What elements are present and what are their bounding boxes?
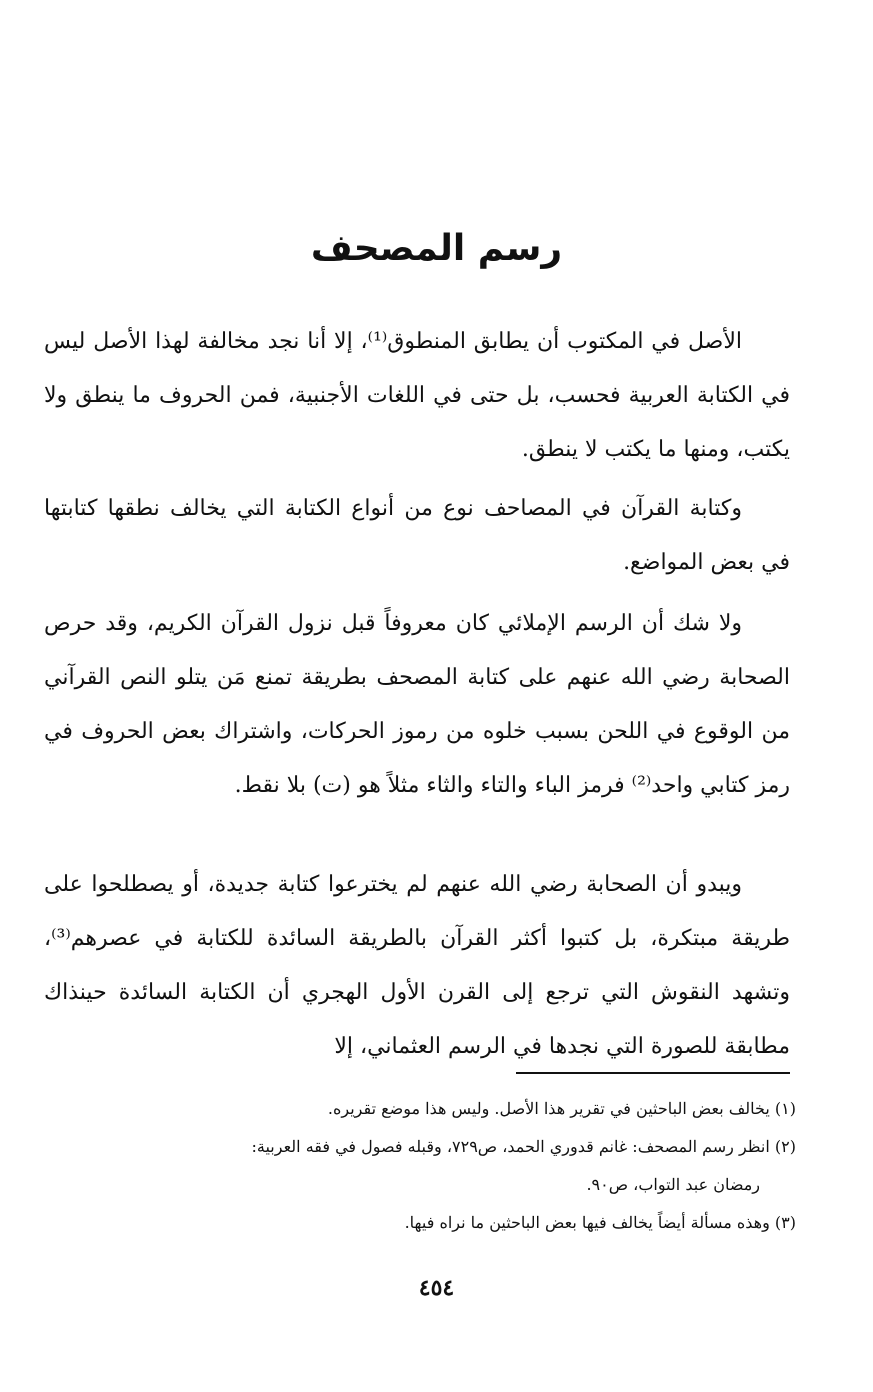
paragraph-4: ويبدو أن الصحابة رضي الله عنهم لم يخترعوا كتابة جديدة، أو يصطلحوا على طريقة مبتكرة، بل كتبوا أكثر القرآن بالطريقة السائدة للكتابة في عصرهم⁽³⁾، وتشهد النقوش التي ترجع إلى القرن الأول الهجري أن الكتابة السائدة حينذاك مطابقة للصورة التي نجدها في الرسم العثماني، إلا <box>44 872 790 1059</box>
footnote-2-continuation: رمضان عبد التواب، ص٩٠. <box>586 1175 760 1194</box>
page-number: ٤٥٤ <box>418 1275 455 1301</box>
footnotes <box>44 1090 796 1242</box>
footnote-1: (١) يخالف بعض الباحثين في تقرير هذا الأصل. وليس هذا موضع تقريره. <box>327 1099 796 1118</box>
footnote-2: (٢) انظر رسم المصحف: غانم قدوري الحمد، ص٧٢٩، وقبله فصول في فقه العربية: <box>251 1137 796 1156</box>
paragraph-2: وكتابة القرآن في المصاحف نوع من أنواع الكتابة التي يخالف نطقها كتابتها في بعض المواضع. <box>44 496 790 575</box>
footnote-3: (٣) وهذه مسألة أيضاً يخالف فيها بعض الباحثين ما نراه فيها. <box>404 1213 796 1232</box>
paragraph-1: الأصل في المكتوب أن يطابق المنطوق⁽¹⁾، إلا أنا نجد مخالفة لهذا الأصل ليس في الكتابة العربية فحسب، بل حتى في اللغات الأجنبية، فمن الحروف ما ينطق ولا يكتب، ومنها ما يكتب لا ينطق. <box>44 329 790 462</box>
footnote-divider <box>516 1072 790 1074</box>
paragraph-3: ولا شك أن الرسم الإملائي كان معروفاً قبل نزول القرآن الكريم، وقد حرص الصحابة رضي الله عنهم على كتابة المصحف بطريقة تمنع مَن يتلو النص القرآني من الوقوع في اللحن بسبب خلوه من رموز الحركات، واشتراك بعض الحروف في رمز كتابي واحد⁽²⁾ فرمز الباء والتاء والثاء مثلاً هو (ت) بلا نقط. <box>44 611 790 798</box>
page-title: رسم المصحف <box>310 228 563 269</box>
